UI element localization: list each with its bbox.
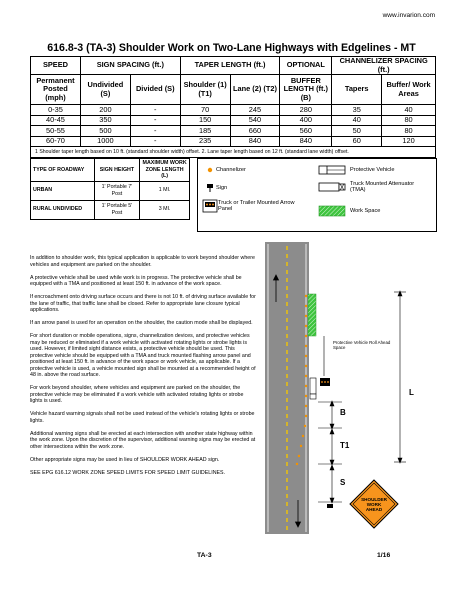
page-title: 616.8-3 (TA-3) Shoulder Work on Two-Lane Highways with Edgelines - MT xyxy=(47,42,416,54)
table-cell: - xyxy=(130,136,180,147)
table-cell: 540 xyxy=(230,115,280,126)
paragraph: For work beyond shoulder, where vehicles and equipment are parked on the shoulder, the protective vehicle may be eliminated if a work vehicle with activated rotating lights or strobe lights is used. xyxy=(30,385,244,404)
table-cell: 80 xyxy=(382,115,436,126)
table-cell: 0-35 xyxy=(31,105,81,116)
table-cell: 50-55 xyxy=(31,126,81,137)
dimension-label-t1: T1 xyxy=(340,441,350,450)
group-header: OPTIONAL xyxy=(280,57,332,75)
group-header: CHANNELIZER SPACING (ft.) xyxy=(332,57,436,75)
sign-line: SHOULDER xyxy=(361,497,387,502)
paragraph: Additional warning signs shall be erected at each intersection with another state highway within the work zone. Upon the discretion of the supervisor, additional warning signs may be erected at other intersections within the work zone. xyxy=(30,430,256,450)
table-cell: RURAL UNDIVIDED xyxy=(31,200,95,219)
paragraph: For short duration or mobile operations, signs, channelization devices, and protective vehicles may be reduced or eliminated if a work vehicle with activated rotating lights or strobe lights is used. However, if limited sight distance exists, a protective vehicle should be used. This protective vehicle should be equipped with a TMA and truck mounted flashing arrow panel and positioned at least 150 ft. in advance of the work space or work vehicle, as applicable. If a protective vehicle is used, a vehicle mounted sign shall be mounted at a recommended height of 48 in. above the road surface. xyxy=(30,333,256,378)
legend-label: Sign xyxy=(216,184,228,191)
arrow-panel-icon xyxy=(202,199,218,213)
paragraph: Vehicle hazard warning signals shall not be used instead of the vehicle's rotating lights or strobe lights. xyxy=(30,411,255,424)
protective-vehicle-icon xyxy=(318,165,346,175)
legend-item-protective-vehicle xyxy=(318,165,394,175)
table-cell: 350 xyxy=(80,115,130,126)
table-cell: 40-45 xyxy=(31,115,81,126)
column-header: Lane (2) (T2) xyxy=(230,75,280,105)
legend-item-tma xyxy=(318,181,420,194)
instructions-text xyxy=(30,255,256,483)
table-cell: 1' Portable 7' Post xyxy=(94,181,140,200)
table-cell: - xyxy=(130,115,180,126)
table-cell: - xyxy=(130,126,180,137)
work-space-icon xyxy=(318,205,346,217)
legend-label: Channelizer xyxy=(216,166,246,173)
column-header: Shoulder (1) (T1) xyxy=(180,75,230,105)
column-header: TYPE OF ROADWAY xyxy=(31,159,95,182)
table-cell: 50 xyxy=(332,126,382,137)
table-row xyxy=(31,200,190,219)
sheet-label: TA-3 xyxy=(197,552,212,559)
table-cell: 500 xyxy=(80,126,130,137)
legend-label: Truck Mounted Attenuator (TMA) xyxy=(350,181,415,194)
table-cell: 560 xyxy=(280,126,332,137)
legend-item-arrow-panel xyxy=(202,199,298,213)
road-diagram xyxy=(262,240,452,540)
tma xyxy=(310,394,316,399)
table-row xyxy=(31,105,436,116)
column-header: MAXIMUM WORK ZONE LENGTH (L) xyxy=(140,159,190,182)
table-cell: 1000 xyxy=(80,136,130,147)
legend-item-channelizer xyxy=(206,166,246,174)
table-row xyxy=(31,181,190,200)
paragraph: If encroachment onto driving surface occurs and there is not 10 ft. of driving surface available for the lane of traffic, that traffic lane shall be closed. Refer to appropriate lane closure typical applications. xyxy=(30,294,256,313)
table-cell: 80 xyxy=(382,126,436,137)
page-number: 1/16 xyxy=(377,552,391,559)
table-cell: URBAN xyxy=(31,181,95,200)
column-header: Undivided (S) xyxy=(80,75,130,105)
table-cell: 1' Portable 5' Post xyxy=(94,200,140,219)
column-header: Permanent Posted (mph) xyxy=(31,75,81,105)
table-cell: 235 xyxy=(180,136,230,147)
table-row xyxy=(31,136,436,147)
column-header: Buffer/ Work Areas xyxy=(382,75,436,105)
table-cell: 35 xyxy=(332,105,382,116)
site-url[interactable]: www.invarion.com xyxy=(382,12,435,19)
sign-icon xyxy=(206,183,216,193)
table-cell: 60 xyxy=(332,136,382,147)
table-footnote: 1 Shoulder taper length based on 10 ft. (standard shoulder width) offset. 2. Lane taper length based on 12 ft. (standard lane width) offset. xyxy=(31,147,436,158)
paragraph: In addition to shoulder work, this typical application is applicable to work beyond shoulder where vehicles and equipment are parked on the shoulder. xyxy=(30,255,255,268)
column-header: Divided (S) xyxy=(130,75,180,105)
legend-label: Work Space xyxy=(350,207,381,214)
legend-item-work-space xyxy=(318,205,380,217)
dimension-label-l: L xyxy=(409,388,414,397)
table-row xyxy=(31,126,436,137)
table-cell: 60-70 xyxy=(31,136,81,147)
table-cell: 400 xyxy=(280,115,332,126)
dimension-label-s: S xyxy=(340,478,346,487)
table-cell: 120 xyxy=(382,136,436,147)
table-cell: 70 xyxy=(180,105,230,116)
legend-label: Protective Vehicle xyxy=(350,166,395,173)
dimension-lines xyxy=(318,291,406,503)
table-row xyxy=(31,115,436,126)
table-cell: 3 MI. xyxy=(140,200,190,219)
roll-ahead-label: Protective Vehicle Roll Ahead Space xyxy=(333,340,391,351)
spacing-table xyxy=(30,56,436,158)
paragraph: Other appropriate signs may be used in lieu of SHOULDER WORK AHEAD sign. xyxy=(30,456,220,463)
table-cell: 200 xyxy=(80,105,130,116)
table-cell: 840 xyxy=(230,136,280,147)
sign-text xyxy=(356,497,392,512)
legend-item-sign xyxy=(206,183,227,193)
column-header: Tapers xyxy=(332,75,382,105)
table-cell: 185 xyxy=(180,126,230,137)
paragraph: A protective vehicle shall be used while work is in progress. The protective vehicle shall be equipped with a TMA and positioned at least 150 ft. in advance of the work space. xyxy=(30,274,242,287)
table-cell: 40 xyxy=(332,115,382,126)
sign-line: WORK xyxy=(366,502,382,507)
table-cell: - xyxy=(130,105,180,116)
table-cell: 245 xyxy=(230,105,280,116)
group-header: SPEED xyxy=(31,57,81,75)
table-cell: 150 xyxy=(180,115,230,126)
protective-vehicle xyxy=(310,378,316,394)
group-header: SIGN SPACING (ft.) xyxy=(80,57,180,75)
work-space xyxy=(308,294,316,336)
legend xyxy=(197,158,437,232)
paragraph: If an arrow panel is used for an operation on the shoulder, the caution mode shall be displayed. xyxy=(30,320,253,326)
table-cell: 40 xyxy=(382,105,436,116)
sign-icon xyxy=(327,504,333,508)
table-cell: 840 xyxy=(280,136,332,147)
roadway-table xyxy=(30,158,190,220)
column-header: SIGN HEIGHT xyxy=(94,159,140,182)
sign-line: AHEAD xyxy=(365,507,383,512)
table-cell: 280 xyxy=(280,105,332,116)
table-cell: 660 xyxy=(230,126,280,137)
channelizer-icon xyxy=(206,166,216,174)
work-zone-diagram xyxy=(262,240,452,545)
paragraph: SEE EPG 616.12 WORK ZONE SPEED LIMITS FOR SPEED LIMIT GUIDELINES. xyxy=(30,469,226,476)
tma-icon xyxy=(318,181,346,193)
column-header: BUFFER LENGTH (ft.) (B) xyxy=(280,75,332,105)
dimension-label-b: B xyxy=(340,408,346,417)
roadway xyxy=(265,242,309,534)
group-header: TAPER LENGTH (ft.) xyxy=(180,57,280,75)
table-cell: 1 MI. xyxy=(140,181,190,200)
legend-label: Truck or Trailer Mounted Arrow Panel xyxy=(218,199,295,212)
